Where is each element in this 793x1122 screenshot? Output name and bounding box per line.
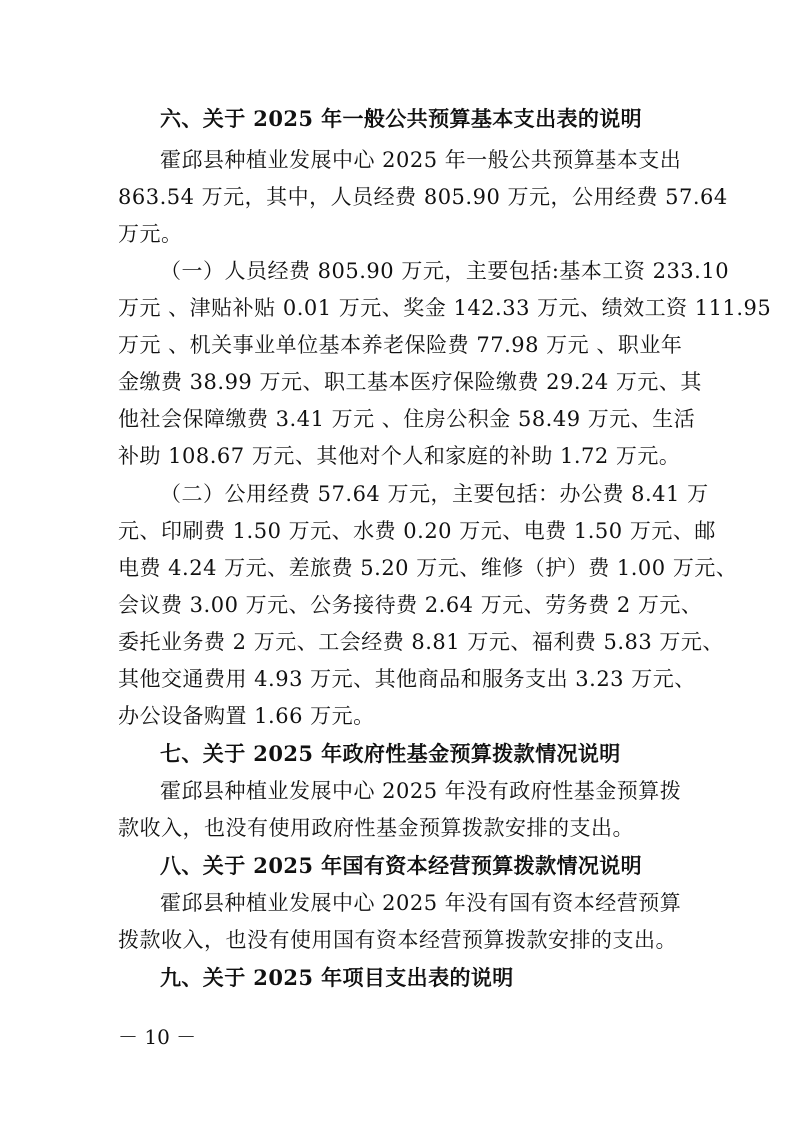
section-6-paragraph-1-line-1: 霍邱县种植业发展中心 2025 年一般公共预算基本支出 <box>160 148 682 172</box>
public-expense-line-3: 电费 4.24 万元、差旅费 5.20 万元、维修（护）费 1.00 万元、 <box>118 556 738 580</box>
personnel-expense-line-5: 他社会保障缴费 3.41 万元 、住房公积金 58.49 万元、生活 <box>118 407 696 431</box>
section-7-heading: 七、关于 2025 年政府性基金预算拨款情况说明 <box>160 741 621 766</box>
personnel-expense-line-6: 补助 108.67 万元、其他对个人和家庭的补助 1.72 万元。 <box>118 444 681 468</box>
public-expense-line-2: 元、印刷费 1.50 万元、水费 0.20 万元、电费 1.50 万元、邮 <box>118 519 716 543</box>
page-number: － 10 － <box>118 1025 197 1049</box>
public-expense-line-5: 委托业务费 2 万元、工会经费 8.81 万元、福利费 5.83 万元、 <box>118 630 724 654</box>
section-8-line-2: 拨款收入，也没有使用国有资本经营预算拨款安排的支出。 <box>118 928 677 952</box>
personnel-expense-line-2: 万元 、津贴补贴 0.01 万元、奖金 142.33 万元、绩效工资 111.95 <box>118 296 772 320</box>
public-expense-line-6: 其他交通费用 4.93 万元、其他商品和服务支出 3.23 万元、 <box>118 667 696 691</box>
section-8-heading: 八、关于 2025 年国有资本经营预算拨款情况说明 <box>160 853 643 878</box>
personnel-expense-line-1: （一）人员经费 805.90 万元，主要包括:基本工资 233.10 <box>160 259 730 283</box>
public-expense-line-7: 办公设备购置 1.66 万元。 <box>118 704 375 728</box>
section-7-line-2: 款收入，也没有使用政府性基金预算拨款安排的支出。 <box>118 816 634 840</box>
section-7-line-1: 霍邱县种植业发展中心 2025 年没有政府性基金预算拨 <box>160 779 682 803</box>
section-6-paragraph-1-line-2: 863.54 万元，其中，人员经费 805.90 万元，公用经费 57.64 <box>118 185 728 209</box>
public-expense-line-1: （二）公用经费 57.64 万元，主要包括：办公费 8.41 万 <box>160 482 709 506</box>
personnel-expense-line-4: 金缴费 38.99 万元、职工基本医疗保险缴费 29.24 万元、其 <box>118 370 702 394</box>
section-9-heading: 九、关于 2025 年项目支出表的说明 <box>160 965 514 990</box>
public-expense-line-4: 会议费 3.00 万元、公务接待费 2.64 万元、劳务费 2 万元、 <box>118 593 703 617</box>
section-6-heading: 六、关于 2025 年一般公共预算基本支出表的说明 <box>160 106 643 131</box>
personnel-expense-line-3: 万元 、机关事业单位基本养老保险费 77.98 万元 、职业年 <box>118 333 683 357</box>
section-6-paragraph-1-line-3: 万元。 <box>118 222 183 246</box>
section-8-line-1: 霍邱县种植业发展中心 2025 年没有国有资本经营预算 <box>160 891 682 915</box>
